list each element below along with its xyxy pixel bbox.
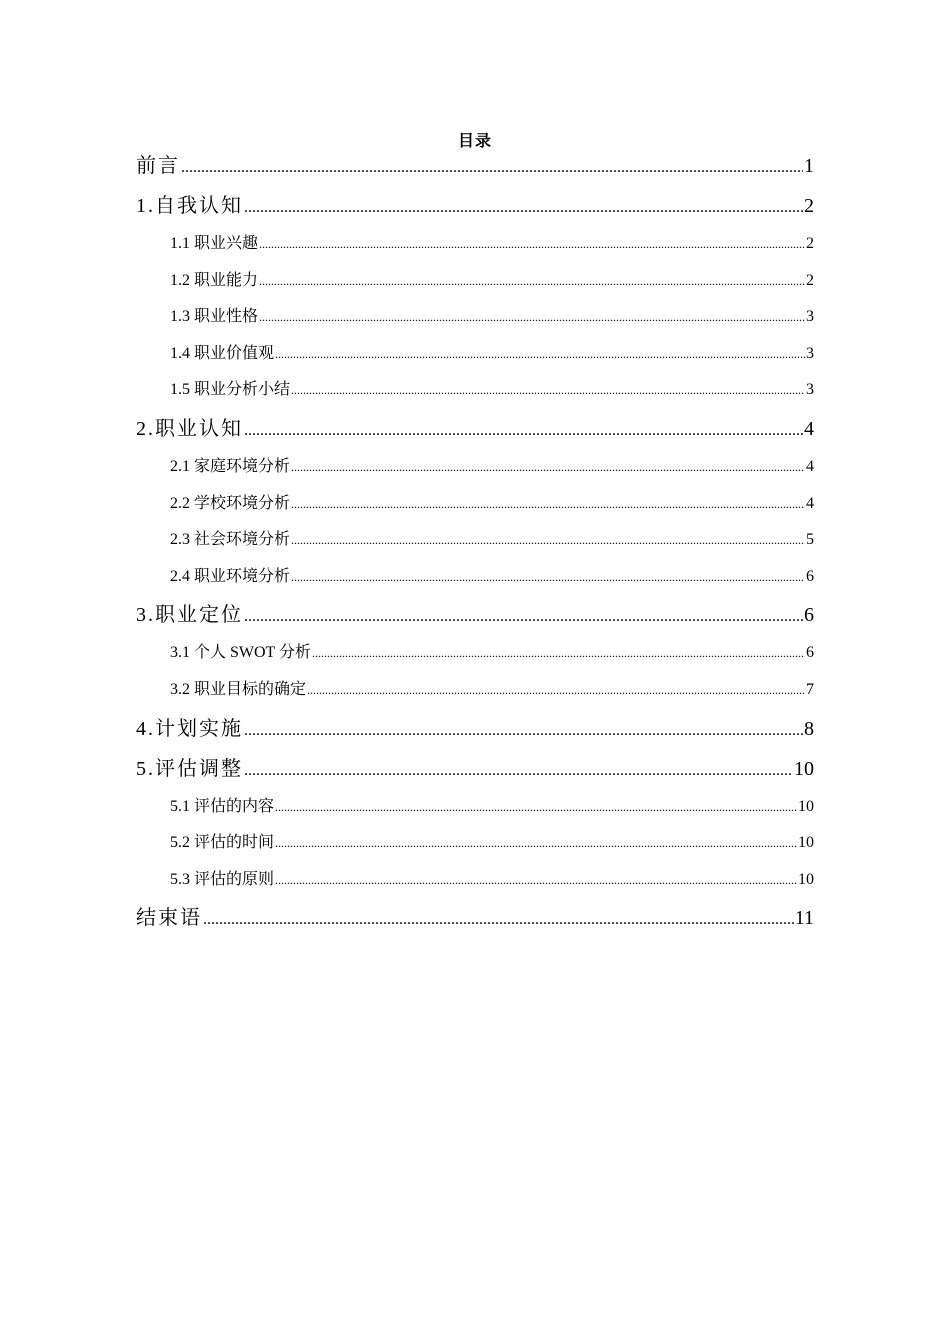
toc-dot-leader — [291, 522, 805, 559]
toc-page-number: 4 — [806, 494, 814, 512]
toc-title: 目录 — [457, 131, 492, 150]
toc-section-entry[interactable] — [136, 559, 814, 596]
toc-page-number: 10 — [798, 870, 814, 888]
toc-entry-label: 5.2 评估的时间 — [170, 834, 275, 852]
toc-page-number: 10 — [798, 797, 814, 815]
toc-dot-leader — [291, 449, 805, 486]
toc-dot-leader — [181, 148, 803, 186]
toc-section-entry[interactable] — [136, 862, 814, 899]
toc-entry-label: 1.1 职业兴趣 — [170, 235, 259, 252]
toc-dot-leader — [244, 711, 803, 749]
toc-page-number: 4 — [806, 457, 814, 475]
toc-section-entry[interactable] — [136, 789, 814, 826]
toc-entry-label: 2.职业认知 — [136, 417, 243, 440]
toc-page-number: 2 — [806, 235, 814, 252]
toc-dot-leader — [203, 900, 794, 938]
toc-entry-label: 2.3 社会环境分析 — [170, 531, 291, 549]
toc-entry-label: 3.职业定位 — [136, 604, 243, 627]
toc-page-number: 10 — [798, 834, 814, 852]
toc-page-number: 6 — [806, 567, 814, 585]
toc-chapter-entry[interactable] — [136, 709, 814, 749]
toc-section-entry[interactable] — [136, 522, 814, 559]
toc-dot-leader — [275, 789, 797, 826]
toc-dot-leader — [244, 188, 803, 226]
toc-page-number: 8 — [804, 717, 814, 740]
toc-section-entry[interactable] — [136, 372, 814, 409]
toc-dot-leader — [259, 299, 805, 336]
toc-section-entry[interactable] — [136, 635, 814, 672]
toc-entry-label: 2.1 家庭环境分析 — [170, 457, 291, 475]
toc-page-number: 3 — [806, 308, 814, 326]
toc-page-number: 3 — [806, 344, 814, 362]
toc-chapter-entry[interactable] — [136, 186, 814, 226]
toc-page-number: 1 — [804, 155, 814, 177]
toc-dot-leader — [312, 635, 805, 672]
toc-dot-leader — [244, 411, 803, 449]
toc-dot-leader — [259, 263, 805, 300]
toc-section-entry[interactable] — [136, 336, 814, 373]
toc-entry-label: 1.2 职业能力 — [170, 271, 259, 289]
toc-entry-label: 3.1 个人 SWOT 分析 — [170, 644, 312, 662]
toc-dot-leader — [244, 597, 803, 635]
toc-section-entry[interactable] — [136, 263, 814, 300]
toc-entry-label: 1.5 职业分析小结 — [170, 381, 291, 399]
toc-dot-leader — [275, 825, 797, 862]
toc-section-entry[interactable] — [136, 226, 814, 263]
toc-dot-leader — [244, 751, 793, 789]
toc-page-number: 2 — [806, 271, 814, 289]
toc-section-entry[interactable] — [136, 672, 814, 709]
toc-page-number: 10 — [794, 757, 814, 780]
toc-chapter-entry[interactable] — [136, 409, 814, 449]
toc-page-number: 5 — [806, 531, 814, 549]
toc-entry-label: 5.1 评估的内容 — [170, 797, 275, 815]
toc-entry-label: 3.2 职业目标的确定 — [170, 680, 307, 698]
toc-dot-leader — [307, 672, 805, 709]
toc-dot-leader — [291, 486, 805, 523]
toc-entry-label: 1.自我认知 — [136, 195, 243, 217]
toc-page-number: 11 — [794, 907, 814, 930]
toc-section-entry[interactable] — [136, 486, 814, 523]
toc-entry-label: 2.2 学校环境分析 — [170, 494, 291, 512]
toc-dot-leader — [275, 336, 805, 373]
toc-chapter-entry[interactable] — [136, 749, 814, 789]
toc-page-number: 4 — [804, 417, 814, 440]
toc-page-number: 6 — [804, 604, 814, 627]
toc-entry-label: 前言 — [136, 155, 180, 177]
toc-entry-label: 2.4 职业环境分析 — [170, 567, 291, 585]
toc-entry-label: 4.计划实施 — [136, 717, 243, 740]
toc-page-number: 3 — [806, 381, 814, 399]
toc-entry-label: 5.3 评估的原则 — [170, 870, 275, 888]
table-of-contents — [136, 146, 814, 938]
toc-page-number: 7 — [806, 680, 814, 698]
toc-entry-label: 1.3 职业性格 — [170, 308, 259, 326]
toc-entry-label: 5.评估调整 — [136, 757, 243, 780]
toc-section-entry[interactable] — [136, 299, 814, 336]
toc-entry-label: 结束语 — [136, 907, 202, 930]
toc-page-number: 2 — [804, 195, 814, 217]
toc-dot-leader — [291, 372, 805, 409]
toc-chapter-entry[interactable] — [136, 898, 814, 938]
toc-chapter-entry[interactable] — [136, 146, 814, 186]
toc-dot-leader — [291, 559, 805, 596]
toc-entry-label: 1.4 职业价值观 — [170, 344, 275, 362]
toc-page-number: 6 — [806, 644, 814, 662]
toc-dot-leader — [275, 862, 797, 899]
toc-section-entry[interactable] — [136, 449, 814, 486]
toc-chapter-entry[interactable] — [136, 595, 814, 635]
toc-section-entry[interactable] — [136, 825, 814, 862]
toc-dot-leader — [259, 226, 805, 263]
